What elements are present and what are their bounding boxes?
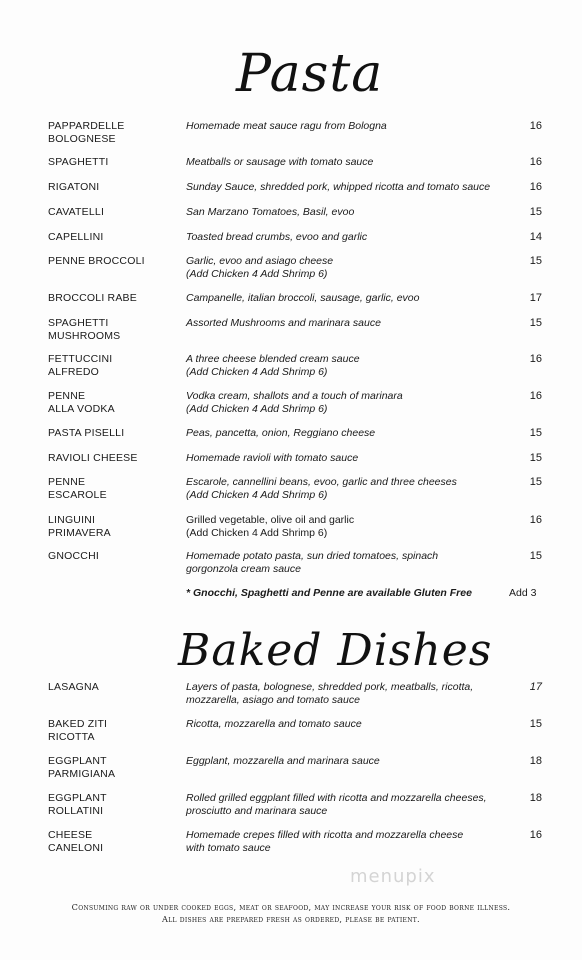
item-price: 15: [529, 206, 542, 218]
item-name: BROCCOLI RABE: [48, 292, 137, 304]
item-description: Layers of pasta, bolognese, shredded pork, meatballs, ricotta, mozzarella, asiago and tomato sauce: [186, 681, 474, 706]
item-price: 16: [529, 390, 542, 402]
gluten-free-note: * Gnocchi, Spaghetti and Penne are available Gluten Free: [186, 587, 472, 599]
item-description: Homemade crepes filled with ricotta and mozzarella cheese with tomato sauce: [186, 829, 464, 854]
item-name: CHEESE CANELONI: [48, 829, 104, 854]
item-price: 15: [529, 452, 542, 464]
item-price: 18: [529, 755, 542, 767]
item-price: 16: [529, 120, 542, 132]
item-name: RIGATONI: [48, 181, 100, 193]
item-price: 15: [529, 476, 542, 488]
baked-section-title: Baked Dishes: [178, 625, 493, 676]
item-description: Grilled vegetable, olive oil and garlic (Add Chicken 4 Add Shrimp 6): [186, 514, 355, 539]
item-name: PENNE ESCAROLE: [48, 476, 107, 501]
item-price: 16: [529, 181, 542, 193]
item-description: Rolled grilled eggplant filled with ricotta and mozzarella cheeses, prosciutto and marinara sauce: [186, 792, 487, 817]
item-name: LINGUINI PRIMAVERA: [48, 514, 111, 539]
item-description: Homemade meat sauce ragu from Bologna: [186, 120, 387, 132]
item-description: Meatballs or sausage with tomato sauce: [186, 156, 374, 168]
item-description: Escarole, cannellini beans, evoo, garlic and three cheeses (Add Chicken 4 Add Shrimp 6): [186, 476, 457, 501]
pasta-section-title: Pasta: [236, 44, 384, 104]
item-description: Sunday Sauce, shredded pork, whipped ricotta and tomato sauce: [186, 181, 491, 193]
item-price: 17: [529, 681, 542, 693]
item-description: Campanelle, italian broccoli, sausage, garlic, evoo: [186, 292, 420, 304]
item-name: CAPELLINI: [48, 231, 104, 243]
item-name: RAVIOLI CHEESE: [48, 452, 138, 464]
footer-warning: Consuming raw or under cooked eggs, meat or seafood, may increase your risk of food borne illness.: [71, 902, 511, 912]
item-price: 14: [529, 231, 542, 243]
item-name: EGGPLANT ROLLATINI: [48, 792, 107, 817]
item-description: Assorted Mushrooms and marinara sauce: [186, 317, 381, 329]
item-name: SPAGHETTI MUSHROOMS: [48, 317, 121, 342]
item-price: 18: [529, 792, 542, 804]
item-price: 16: [529, 829, 542, 841]
item-description: Garlic, evoo and asiago cheese (Add Chicken 4 Add Shrimp 6): [186, 255, 334, 280]
item-description: Peas, pancetta, onion, Reggiano cheese: [186, 427, 376, 439]
item-name: EGGPLANT PARMIGIANA: [48, 755, 116, 780]
item-description: Toasted bread crumbs, evoo and garlic: [186, 231, 368, 243]
item-name: PAPPARDELLE BOLOGNESE: [48, 120, 125, 145]
item-description: Eggplant, mozzarella and marinara sauce: [186, 755, 380, 767]
item-description: Homemade potato pasta, sun dried tomatoes, spinach gorgonzola cream sauce: [186, 550, 439, 575]
item-price: 15: [529, 317, 542, 329]
gluten-free-price: Add 3: [509, 587, 537, 599]
item-name: BAKED ZITI RICOTTA: [48, 718, 108, 743]
item-name: FETTUCCINI ALFREDO: [48, 353, 113, 378]
item-description: San Marzano Tomatoes, Basil, evoo: [186, 206, 355, 218]
item-price: 16: [529, 514, 542, 526]
item-price: 15: [529, 718, 542, 730]
item-description: A three cheese blended cream sauce (Add Chicken 4 Add Shrimp 6): [186, 353, 360, 378]
item-price: 17: [529, 292, 542, 304]
item-name: PENNE ALLA VODKA: [48, 390, 115, 415]
item-price: 15: [529, 427, 542, 439]
item-name: GNOCCHI: [48, 550, 99, 562]
item-name: PENNE BROCCOLI: [48, 255, 145, 267]
item-name: PASTA PISELLI: [48, 427, 125, 439]
item-description: Vodka cream, shallots and a touch of marinara (Add Chicken 4 Add Shrimp 6): [186, 390, 403, 415]
item-description: Homemade ravioli with tomato sauce: [186, 452, 359, 464]
item-description: Ricotta, mozzarella and tomato sauce: [186, 718, 362, 730]
item-price: 15: [529, 255, 542, 267]
item-name: CAVATELLI: [48, 206, 105, 218]
item-name: LASAGNA: [48, 681, 100, 693]
item-name: SPAGHETTI: [48, 156, 109, 168]
item-price: 15: [529, 550, 542, 562]
watermark-logo: menupix: [350, 866, 436, 887]
item-price: 16: [529, 156, 542, 168]
item-price: 16: [529, 353, 542, 365]
footer-notice: All dishes are prepared fresh as ordered, please be patient.: [162, 914, 420, 924]
